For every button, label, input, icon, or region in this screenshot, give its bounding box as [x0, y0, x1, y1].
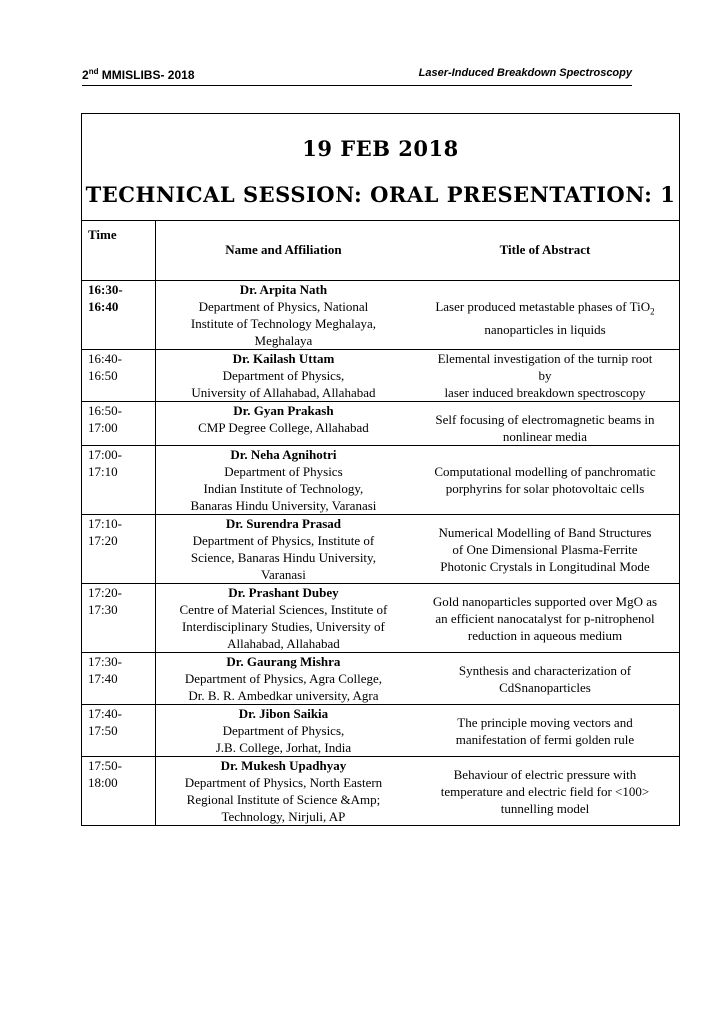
name-affiliation-cell — [155, 446, 411, 515]
table-header-row — [82, 221, 680, 275]
conference-name: 2nd MMISLIBS- 2018 — [82, 67, 195, 82]
affiliation-line: Interdisciplinary Studies, University of — [181, 619, 385, 634]
abstract-title-text: porphyrins for solar photovoltaic cells — [445, 481, 645, 496]
abstract-title-text: temperature and electric field for <100> — [440, 784, 650, 799]
name-affiliation-cell — [155, 402, 411, 446]
time-start: 17:00- — [88, 447, 122, 462]
abstract-title-text: Numerical Modelling of Band Structures — [438, 525, 652, 540]
abstract-title-text: Behaviour of electric pressure with — [453, 767, 637, 782]
name-affiliation-cell — [155, 705, 411, 757]
schedule-table — [81, 220, 680, 826]
abstract-title-cell — [411, 281, 680, 350]
time-cell — [82, 584, 156, 653]
abstract-title-text: laser induced breakdown spectroscopy — [444, 385, 646, 400]
time-end: 17:40 — [88, 671, 118, 686]
affiliation-line: Allahabad, Allahabad — [227, 636, 340, 651]
abstract-title-line — [411, 541, 679, 558]
abstract-title-line — [411, 662, 679, 679]
speaker-name: Dr. Gaurang Mishra — [226, 654, 341, 669]
time-cell — [82, 515, 156, 584]
abstract-title-line — [411, 714, 679, 731]
abstract-title-cell — [411, 350, 680, 402]
affiliation-line: CMP Degree College, Allahabad — [198, 420, 369, 435]
affiliation-line: Meghalaya — [254, 333, 313, 348]
abstract-title-line — [411, 384, 679, 401]
abstract-title-line — [411, 350, 679, 367]
abstract-title-cell — [411, 515, 680, 584]
header-time: Time — [82, 221, 156, 275]
time-start: 16:40- — [88, 351, 122, 366]
abstract-title-line — [411, 463, 679, 480]
session-date: 19 FEB 2018 — [302, 136, 459, 161]
abstract-title-text: by — [538, 368, 552, 383]
speaker-name: Dr. Mukesh Upadhyay — [220, 758, 347, 773]
table-row — [82, 350, 680, 402]
abstract-title-line — [411, 731, 679, 748]
affiliation-line: Technology, Nirjuli, AP — [221, 809, 346, 824]
affiliation-line: Dr. B. R. Ambedkar university, Agra — [188, 688, 379, 703]
table-row — [82, 653, 680, 705]
time-start: 16:50- — [88, 403, 122, 418]
speaker-name: Dr. Kailash Uttam — [232, 351, 335, 366]
abstract-title-text: Computational modelling of panchromatic — [434, 464, 656, 479]
time-start: 17:20- — [88, 585, 122, 600]
abstract-title-line — [411, 766, 679, 783]
abstract-title-text: an efficient nanocatalyst for p-nitrophenol — [435, 611, 655, 626]
abstract-title-line — [411, 627, 679, 644]
abstract-title-cell — [411, 653, 680, 705]
affiliation-line: University of Allahabad, Allahabad — [191, 385, 376, 400]
name-affiliation-cell — [155, 281, 411, 350]
affiliation-line: Centre of Material Sciences, Institute of — [179, 602, 388, 617]
abstract-title-line — [411, 428, 679, 445]
name-affiliation-cell — [155, 757, 411, 826]
time-cell — [82, 402, 156, 446]
abstract-title-line — [411, 298, 679, 321]
speaker-name: Dr. Prashant Dubey — [228, 585, 339, 600]
time-cell — [82, 705, 156, 757]
session-title: TECHNICAL SESSION: ORAL PRESENTATION: 1 — [85, 182, 676, 207]
speaker-name: Dr. Jibon Saikia — [238, 706, 329, 721]
abstract-title-line — [411, 593, 679, 610]
abstract-title-line — [411, 321, 679, 338]
abstract-title-text: nanoparticles in liquids — [484, 321, 606, 337]
name-affiliation-cell — [155, 515, 411, 584]
table-row — [82, 584, 680, 653]
table-row — [82, 515, 680, 584]
abstract-title-text: of One Dimensional Plasma-Ferrite — [452, 542, 638, 557]
running-header — [82, 64, 632, 86]
time-start: 17:10- — [88, 516, 122, 531]
time-end: 17:20 — [88, 533, 118, 548]
abstract-title-cell — [411, 402, 680, 446]
table-row — [82, 402, 680, 446]
abstract-title-text: Photonic Crystals in Longitudinal Mode — [440, 559, 650, 574]
time-end: 17:50 — [88, 723, 118, 738]
abstract-title-line — [411, 783, 679, 800]
speaker-name: Dr. Neha Agnihotri — [230, 447, 337, 462]
affiliation-line: Institute of Technology Meghalaya, — [190, 316, 376, 331]
conference-topic: Laser-Induced Breakdown Spectroscopy — [418, 67, 632, 79]
session-heading — [81, 113, 680, 220]
time-start: 17:30- — [88, 654, 122, 669]
affiliation-line: Indian Institute of Technology, — [203, 481, 364, 496]
table-row — [82, 446, 680, 515]
abstract-title-line — [411, 367, 679, 384]
abstract-title-text: Synthesis and characterization of — [458, 663, 632, 678]
subscript: 2 — [650, 306, 655, 317]
speaker-name: Dr. Arpita Nath — [239, 282, 328, 297]
abstract-title-line — [411, 610, 679, 627]
abstract-title-cell — [411, 584, 680, 653]
abstract-title-line — [411, 411, 679, 428]
abstract-title-line — [411, 558, 679, 575]
table-row — [82, 757, 680, 826]
table-row — [82, 281, 680, 350]
abstract-title-line — [411, 679, 679, 696]
name-affiliation-cell — [155, 584, 411, 653]
time-end: 18:00 — [88, 775, 118, 790]
affiliation-line: Regional Institute of Science &Amp; — [186, 792, 381, 807]
abstract-title-text: manifestation of fermi golden rule — [455, 732, 635, 747]
abstract-title-cell — [411, 757, 680, 826]
affiliation-line: Department of Physics, National — [198, 299, 369, 314]
affiliation-line: Science, Banaras Hindu University, — [190, 550, 376, 565]
speaker-name: Dr. Gyan Prakash — [233, 403, 334, 418]
affiliation-line: Department of Physics, Institute of — [192, 533, 375, 548]
time-end: 16:40 — [88, 299, 119, 314]
affiliation-line: J.B. College, Jorhat, India — [215, 740, 352, 755]
affiliation-line: Department of Physics, — [222, 723, 345, 738]
affiliation-line: Department of Physics, North Eastern — [184, 775, 383, 790]
abstract-title-line — [411, 800, 679, 817]
abstract-title-text: Self focusing of electromagnetic beams in — [435, 412, 655, 427]
time-cell — [82, 653, 156, 705]
time-start: 17:50- — [88, 758, 122, 773]
affiliation-line: Department of Physics — [224, 464, 343, 479]
name-affiliation-cell — [155, 653, 411, 705]
header-title: Title of Abstract — [411, 221, 680, 275]
abstract-title-cell — [411, 705, 680, 757]
header-name: Name and Affiliation — [155, 221, 411, 275]
affiliation-line: Department of Physics, — [222, 368, 345, 383]
time-cell — [82, 757, 156, 826]
time-end: 17:00 — [88, 420, 118, 435]
abstract-title-text: Gold nanoparticles supported over MgO as — [432, 594, 658, 609]
abstract-title-text: CdSnanoparticles — [499, 680, 591, 695]
abstract-title-line — [411, 524, 679, 541]
time-end: 17:30 — [88, 602, 118, 617]
abstract-title-text: nonlinear media — [502, 429, 588, 444]
abstract-title-text: Laser produced metastable phases of TiO — [435, 299, 651, 314]
abstract-title-text: The principle moving vectors and — [457, 715, 633, 730]
time-end: 16:50 — [88, 368, 118, 383]
speaker-name: Dr. Surendra Prasad — [225, 516, 342, 531]
time-start: 16:30- — [88, 282, 123, 297]
abstract-title-cell — [411, 446, 680, 515]
abstract-title-text: reduction in aqueous medium — [467, 628, 623, 643]
abstract-title-text: tunnelling model — [500, 801, 590, 816]
affiliation-line: Banaras Hindu University, Varanasi — [190, 498, 377, 513]
affiliation-line: Department of Physics, Agra College, — [184, 671, 382, 686]
time-cell — [82, 350, 156, 402]
abstract-title-line — [411, 480, 679, 497]
table-row — [82, 705, 680, 757]
abstract-title-text: Elemental investigation of the turnip root — [437, 351, 653, 366]
time-end: 17:10 — [88, 464, 118, 479]
time-cell — [82, 281, 156, 350]
affiliation-line: Varanasi — [261, 567, 306, 582]
time-start: 17:40- — [88, 706, 122, 721]
time-cell — [82, 446, 156, 515]
name-affiliation-cell — [155, 350, 411, 402]
